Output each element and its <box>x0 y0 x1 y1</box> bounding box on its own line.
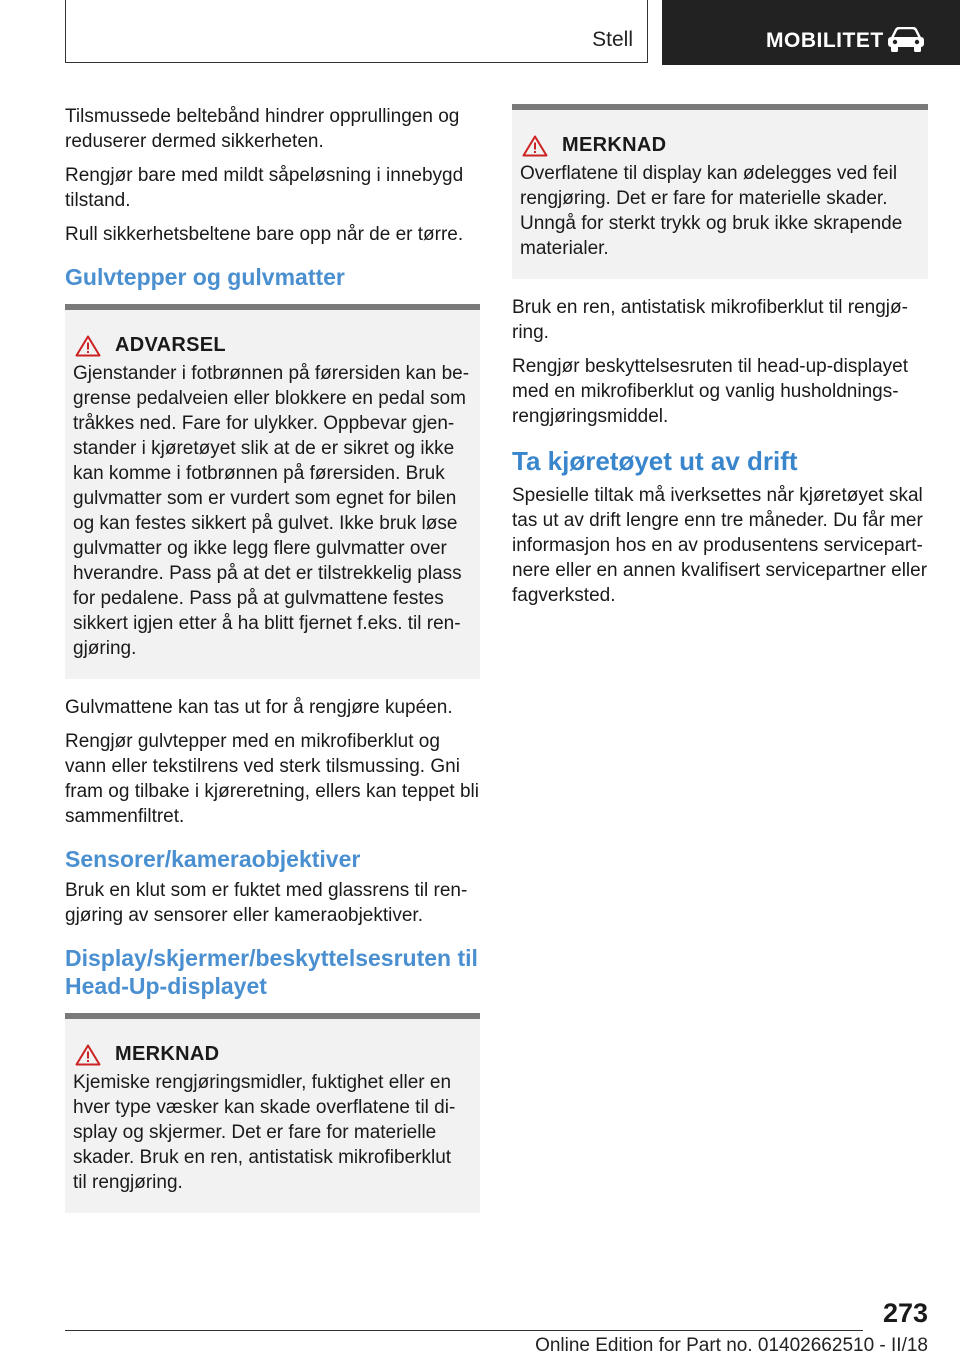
warning-box <box>65 304 480 679</box>
car-icon <box>886 27 926 53</box>
warning-triangle-icon <box>75 335 101 357</box>
note-title: MERKNAD <box>562 134 667 156</box>
note-box <box>512 104 928 279</box>
section-heading-floor-mats: Gulvtepper og gulvmatter <box>65 264 345 290</box>
left-column <box>65 104 480 1229</box>
note-title: MERKNAD <box>115 1043 220 1065</box>
section-tab <box>65 0 648 63</box>
page-number: 273 <box>882 1298 928 1328</box>
note-box <box>65 1013 480 1213</box>
paragraph: Spesielle tiltak må iverksettes når kjøretøyet skal tas ut av drift lengre enn tre måneder. Du får mer informasjon hos en av produsentens servicepart-nere eller en annen kvalifisert servicepartner eller fagverksted. <box>512 485 928 606</box>
section-heading-display: Display/skjermer/beskyttelsesruten til Head-Up-displayet <box>65 945 478 999</box>
warning-text: Gjenstander i fotbrønnen på førersiden kan be-grense pedalveien eller blokkere en pedal som tråkkes ned. Fare for ulykker. Oppbevar gjen-stander i kjøretøyet slik at de er sikret og ikke kan komme i fotbrønnen på førersiden. Bruk gulvmatter som er vurdert som egnet for bilen og kan festes sikkert på gulvet. Ikke bruk løse gulvmatter og ikke legg flere gulvmatter over hverandre. Pass på at det er tilstrekkelig plass for pedalene. Pass på at gulvmattene festes sikkert igjen etter å ha blitt fjernet f.eks. til ren-gjøring. <box>73 363 470 659</box>
warning-triangle-icon <box>522 135 548 157</box>
footer-divider <box>65 1330 863 1331</box>
paragraph: Gulvmattene kan tas ut for å rengjøre kupéen. <box>65 697 453 718</box>
paragraph: Tilsmussede beltebånd hindrer opprullingen og reduserer dermed sikkerheten. <box>65 106 460 152</box>
note-text: Kjemiske rengjøringsmidler, fuktighet eller en hver type væsker kan skade overflatene til di-splay og skjermer. Det er fare for materielle skader. Bruk en ren, antistatisk mikrofiberklut til rengjøring. <box>73 1072 456 1193</box>
section-heading-decommission: Ta kjøretøyet ut av drift <box>512 446 798 476</box>
paragraph: Rengjør beskyttelsesruten til head-up-displayet med en mikrofiberklut og vanlig husholdnings-rengjøringsmiddel. <box>512 356 909 427</box>
page-header <box>0 0 960 64</box>
note-text: Overflatene til display kan ødelegges ved feil rengjøring. Det er fare for materielle skader. Unngå for sterkt trykk og bruk ikke skrapende materialer. <box>520 163 903 259</box>
paragraph: Rull sikkerhetsbeltene bare opp når de er tørre. <box>65 224 464 245</box>
paragraph: Rengjør bare med mildt såpeløsning i innebygd tilstand. <box>65 165 464 211</box>
warning-triangle-icon <box>75 1044 101 1066</box>
paragraph: Rengjør gulvtepper med en mikrofiberklut og vann eller tekstilrens ved sterk tilsmussing. Gni fram og tilbake i kjøreretning, ellers kan teppet bli sammenfiltret. <box>65 731 479 827</box>
section-title: Stell <box>592 28 633 51</box>
paragraph: Bruk en klut som er fuktet med glassrens til ren-gjøring av sensorer eller kameraobjektiver. <box>65 880 468 926</box>
warning-title: ADVARSEL <box>115 334 226 356</box>
chapter-tab <box>662 0 960 65</box>
section-heading-sensors: Sensorer/kameraobjektiver <box>65 846 361 872</box>
edition-text: Online Edition for Part no. 01402662510 - II/18 <box>535 1335 928 1356</box>
right-column <box>512 104 928 617</box>
chapter-title: MOBILITET <box>766 29 884 52</box>
paragraph: Bruk en ren, antistatisk mikrofiberklut til rengjø-ring. <box>512 297 908 343</box>
